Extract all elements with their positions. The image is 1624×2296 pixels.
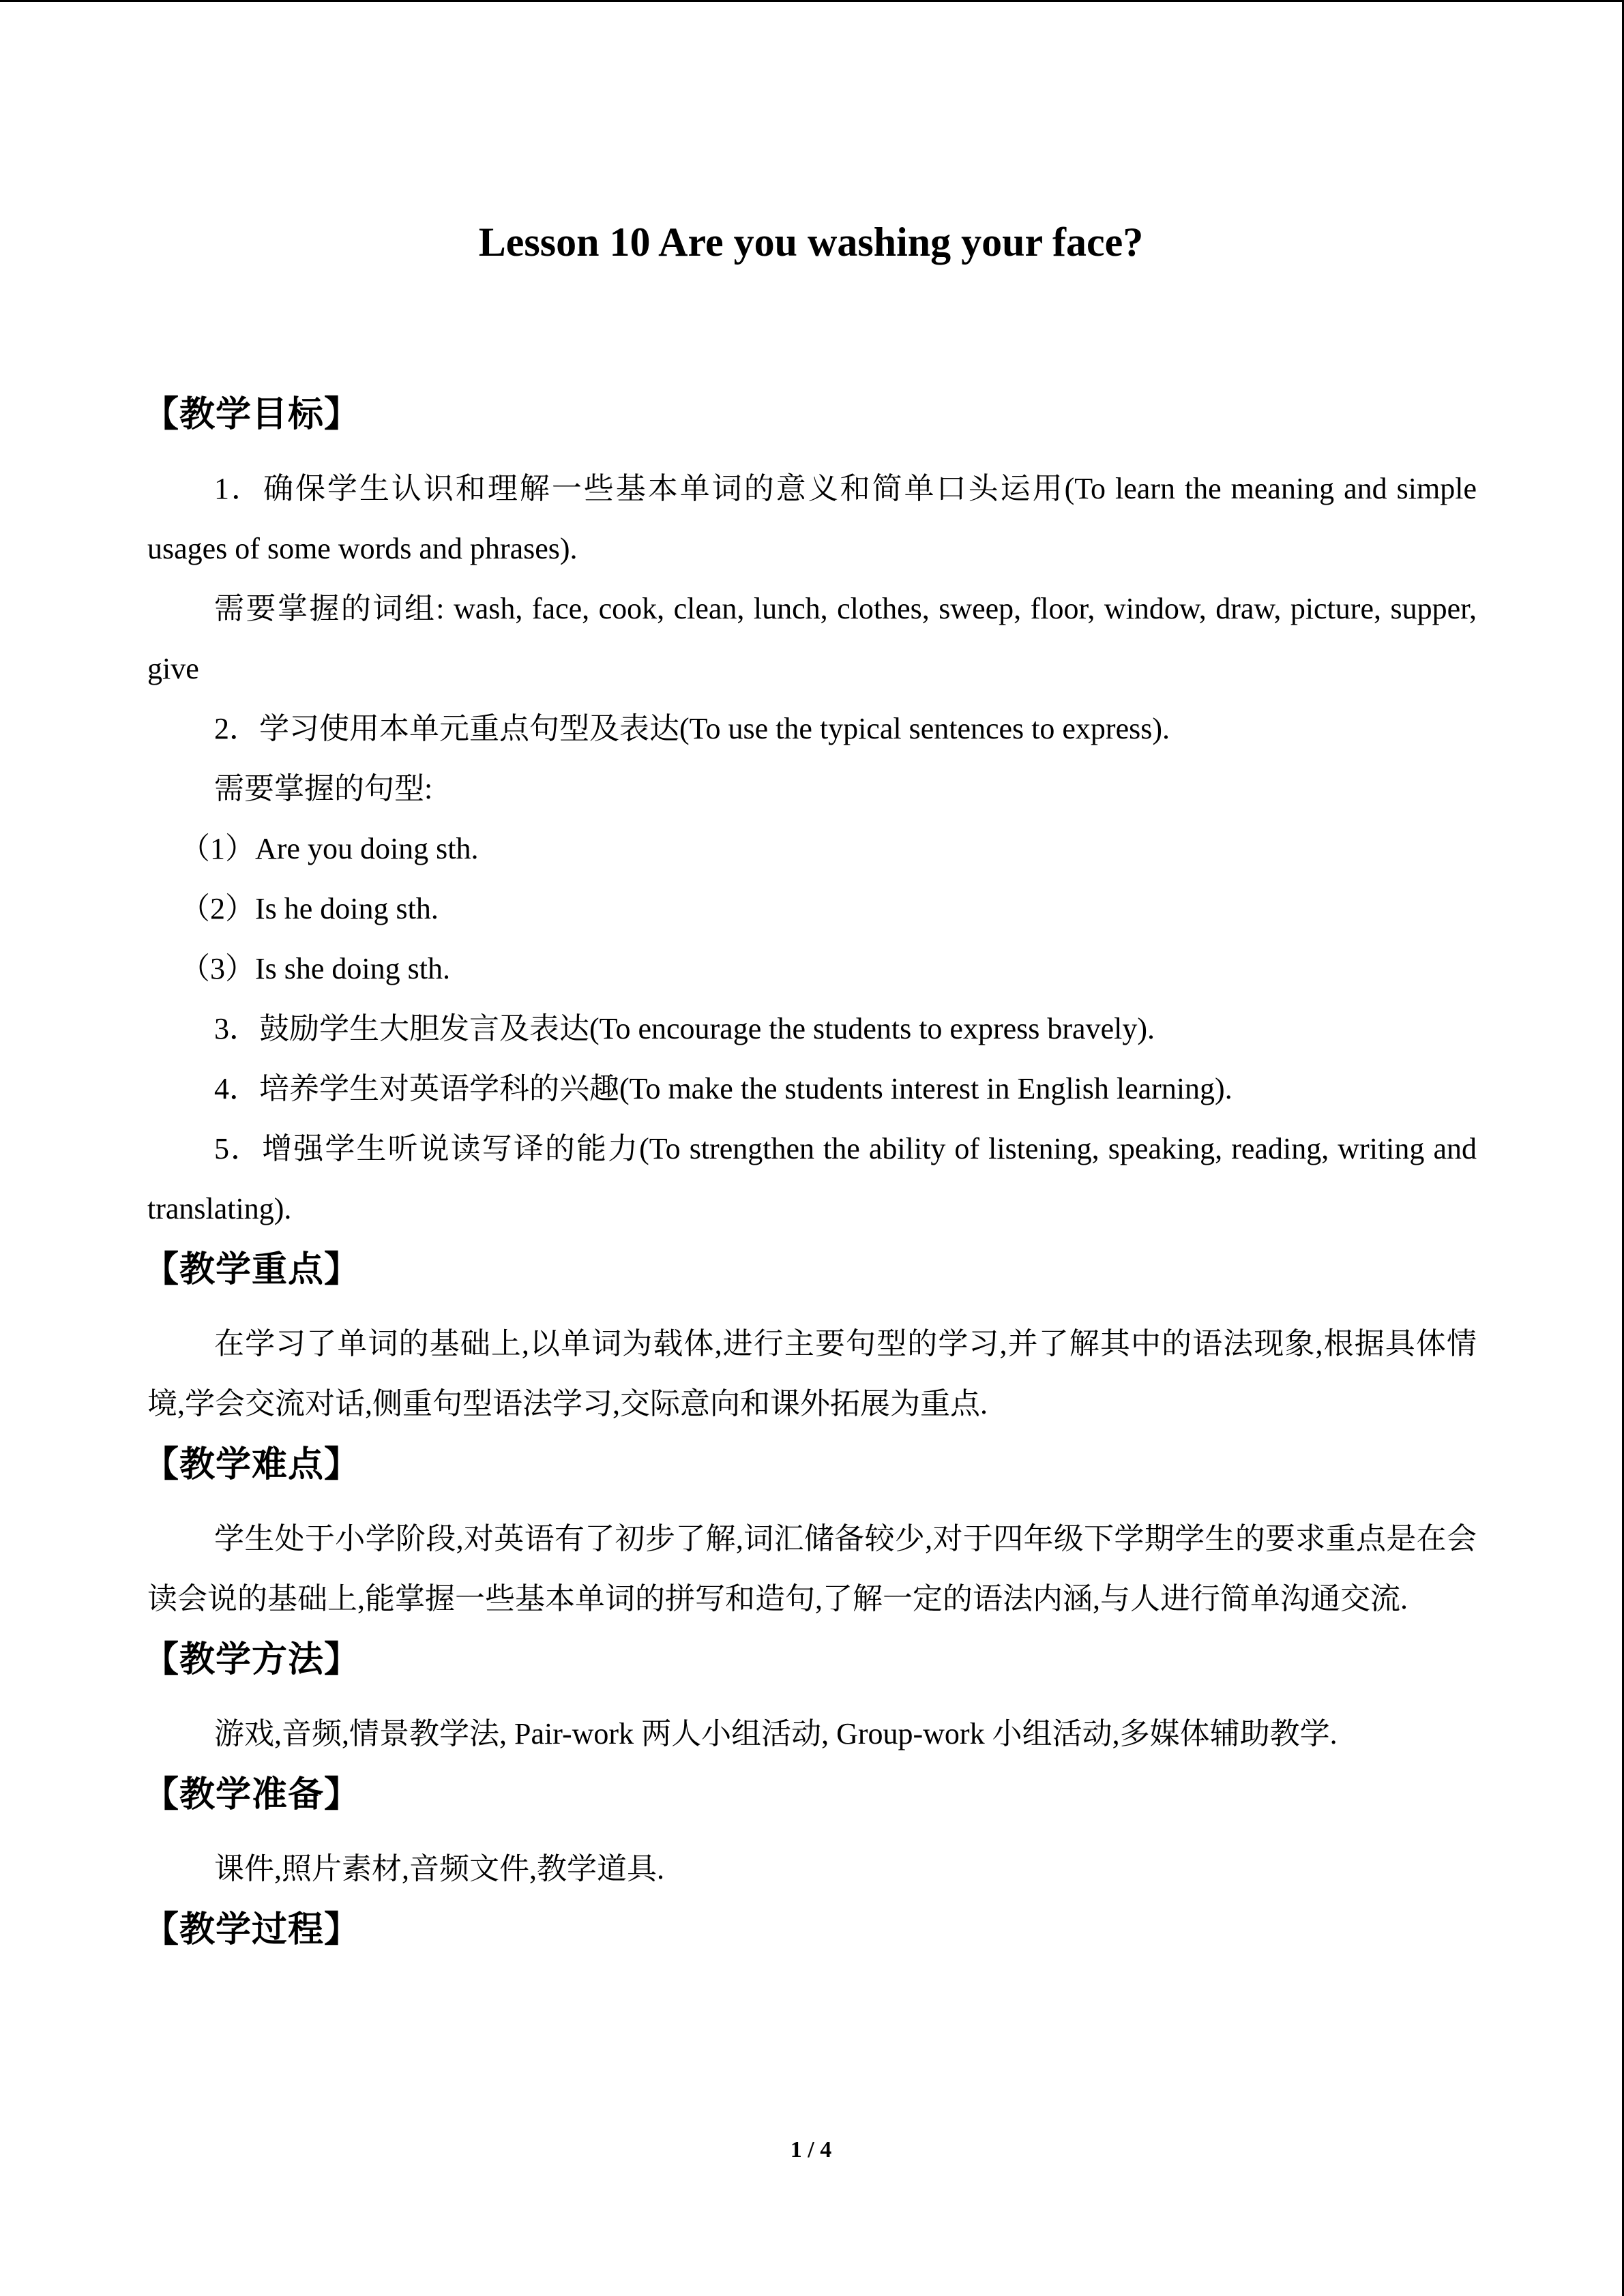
methods-text: 游戏,音频,情景教学法, Pair-work 两人小组活动, Group-work 小组活动,多媒体辅助教学. (214, 1717, 1338, 1750)
objective-item-1: 1．确保学生认识和理解一些基本单词的意义和简单口头运用(To learn the meaning and simple usages of some words and phrases). (147, 472, 1477, 565)
objective-item-2-label: 需要掌握的句型: (214, 772, 433, 805)
page-title: Lesson 10 Are you washing your face? (478, 220, 1144, 265)
preparation-text: 课件,照片素材,音频文件,教学道具. (214, 1852, 664, 1885)
objective-item-5: 5．增强学生听说读写译的能力(To strengthen the ability of listening, speaking, reading, writing and translating). (147, 1132, 1477, 1225)
section-heading-methods: 【教学方法】 (143, 1639, 361, 1680)
key-points-text: 在学习了单词的基础上,以单词为载体,进行主要句型的学习,并了解其中的语法现象,根据具体情境,学会交流对话,侧重句型语法学习,交际意向和课外拓展为重点. (147, 1327, 1477, 1420)
sentence-pattern-1: （1）Are you doing sth. (180, 832, 479, 865)
difficulties-text: 学生处于小学阶段,对英语有了初步了解,词汇储备较少,对于四年级下学期学生的要求重点是在会读会说的基础上,能掌握一些基本单词的拼写和造句,了解一定的语法内涵,与人进行简单沟通交流. (147, 1522, 1477, 1615)
section-heading-difficulties: 【教学难点】 (143, 1444, 361, 1485)
objective-item-3: 3．鼓励学生大胆发言及表达(To encourage the students to express bravely). (214, 1012, 1155, 1045)
objective-item-2: 2．学习使用本单元重点句型及表达(To use the typical sentences to express). (214, 712, 1170, 745)
section-heading-preparation: 【教学准备】 (143, 1774, 361, 1815)
sentence-pattern-2: （2）Is he doing sth. (180, 892, 439, 925)
sentence-pattern-3: （3）Is she doing sth. (180, 952, 450, 985)
objective-item-1-vocab: 需要掌握的词组: wash, face, cook, clean, lunch, clothes, sweep, floor, window, draw, picture, supper, give (147, 592, 1477, 685)
section-heading-process: 【教学过程】 (143, 1909, 361, 1950)
objective-item-4: 4．培养学生对英语学科的兴趣(To make the students interest in English learning). (214, 1072, 1232, 1105)
section-heading-key-points: 【教学重点】 (143, 1249, 361, 1290)
document-body (143, 384, 1477, 1960)
page-number: 1 / 4 (790, 2137, 832, 2162)
section-heading-objectives: 【教学目标】 (143, 394, 361, 435)
